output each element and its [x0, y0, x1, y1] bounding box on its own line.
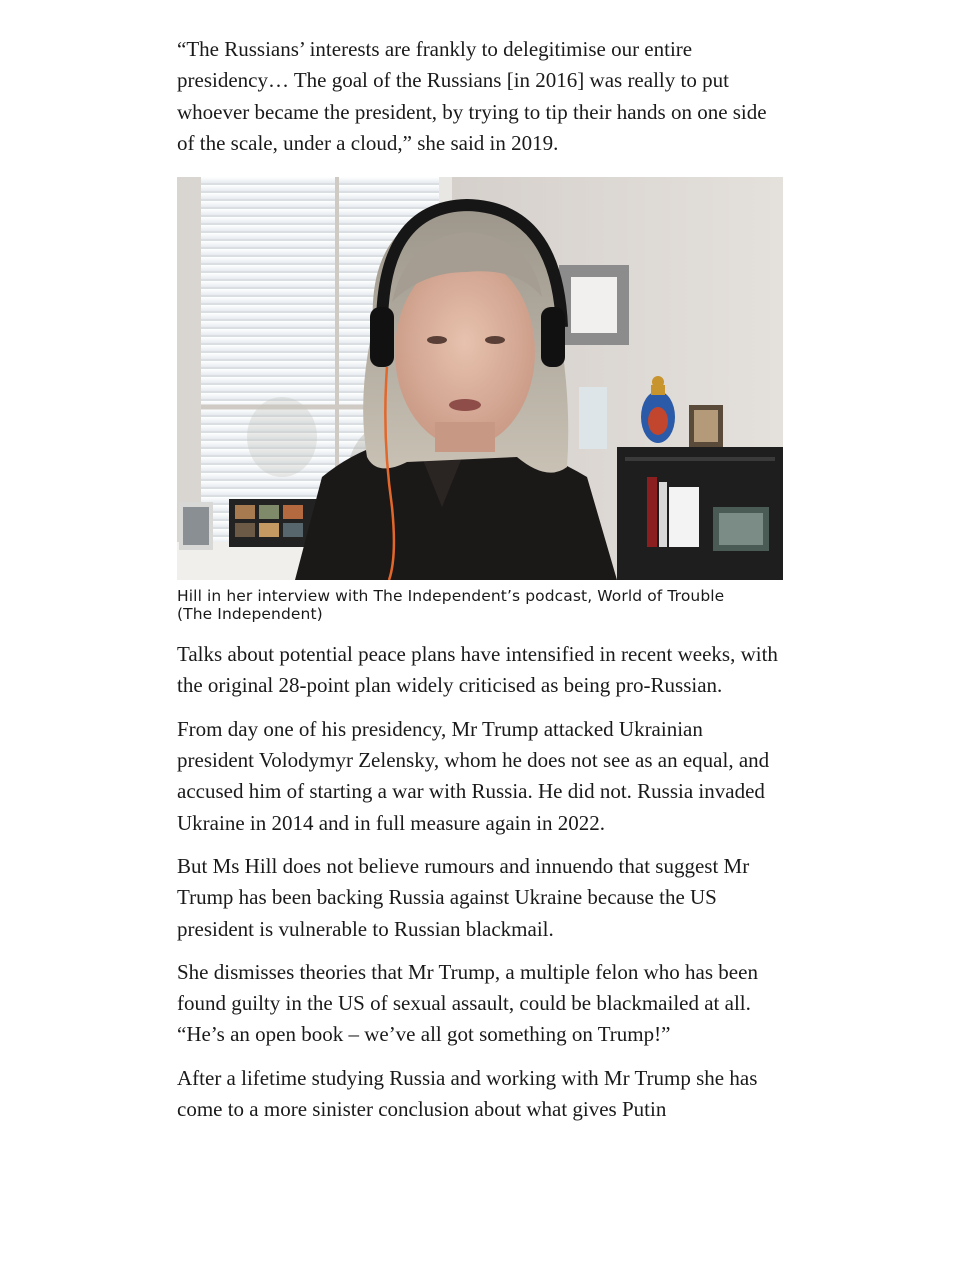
body-paragraph: After a lifetime studying Russia and working with Mr Trump she has come to a more sinister conclusion about what gives Putin — [177, 1065, 758, 1122]
article-figure — [177, 177, 783, 623]
interview-photo[interactable] — [177, 177, 783, 580]
body-paragraph: From day one of his presidency, Mr Trump attacked Ukrainian president Volodymyr Zelensky, whom he does not see as an equal, and accused him of starting a war with Russia. He did not. Russia invaded Ukraine in 2014 and in full measure again in 2022. — [177, 716, 770, 835]
body-paragraph: She dismisses theories that Mr Trump, a multiple felon who has been found guilty in the US of sexual assault, could be blackmailed at all. “He’s an open book – we’ve all got something on Trump!” — [177, 959, 758, 1047]
body-paragraph: Talks about potential peace plans have intensified in recent weeks, with the original 28-point plan widely criticised as being pro-Russian. — [177, 642, 778, 698]
caption-credit: (The Independent) — [177, 604, 323, 623]
article-body — [177, 34, 783, 1125]
body-paragraph: But Ms Hill does not believe rumours and innuendo that suggest Mr Trump has been backing Russia against Ukraine because the US president is vulnerable to Russian blackmail. — [177, 853, 750, 941]
intro-quote-paragraph: “The Russians’ interests are frankly to delegitimise our entire presidency… The goal of the Russians [in 2016] was really to put whoever became the president, by trying to tip their hands on one side of the scale, under a cloud,” she said in 2019. — [177, 37, 767, 155]
body-paragraphs — [177, 639, 783, 1125]
figure-caption — [177, 588, 783, 623]
caption-text: Hill in her interview with The Independent’s podcast, World of Trouble — [177, 587, 725, 606]
